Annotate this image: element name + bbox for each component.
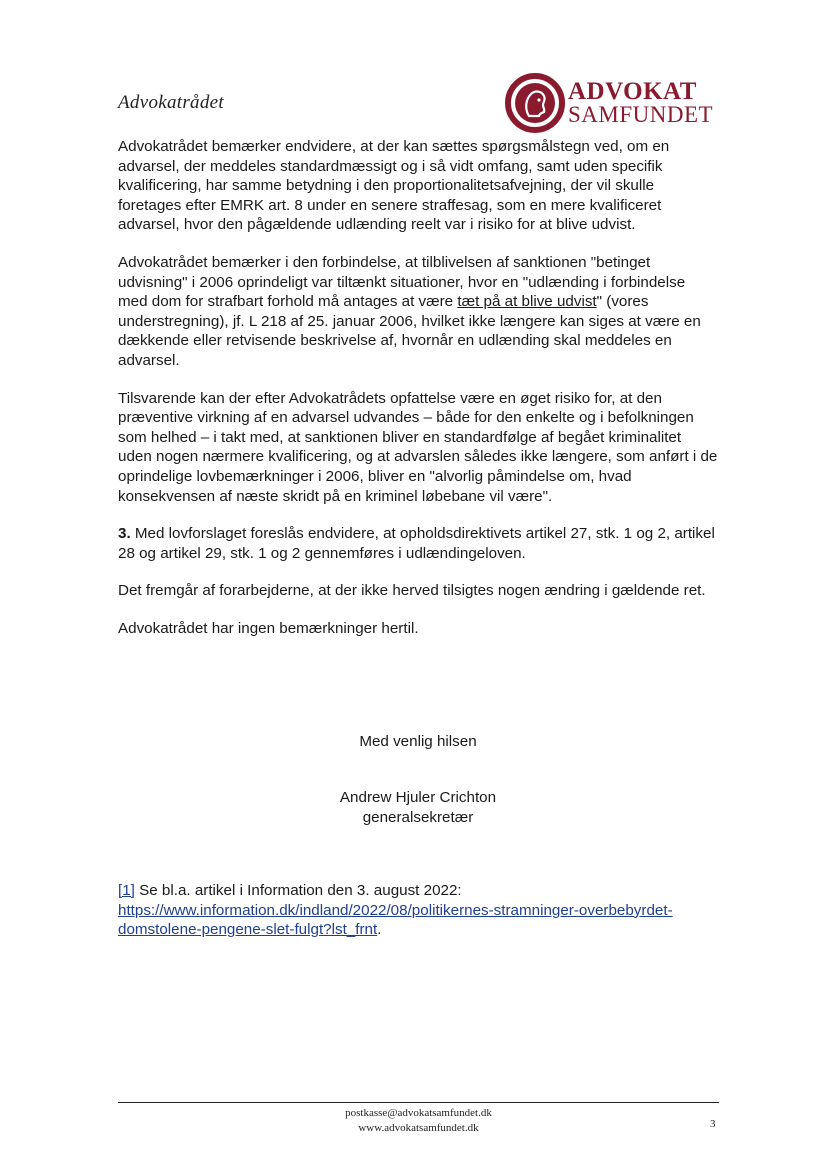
signer-name: Andrew Hjuler Crichton	[339, 789, 497, 806]
paragraph-4	[118, 524, 718, 563]
header-title: Advokatrådet	[118, 92, 224, 113]
signer-role: generalsekretær	[362, 808, 474, 826]
paragraph-1: Advokatrådet bemærker endvidere, at der kan sættes spørgsmålstegn ved, om en advarsel, der meddeles standardmæssigt og i så vidt omfang, samt uden specifik kvalificering, har samme betydning i den proportionalitetsafvejning, der vil skulle foretages efter EMRK art. 8 under en senere straffesag, som en mere kvalificeret advarsel, hvor den pågældende udlænding reelt var i risiko for at blive udvist.	[118, 138, 670, 234]
paragraph-2	[118, 253, 718, 371]
footnote-url-line-2[interactable]: domstolene-pengene-slet-fulgt?lst_frnt	[118, 921, 378, 939]
footer-website: www.advokatsamfundet.dk	[358, 1122, 479, 1134]
footnote-url-end: .	[377, 921, 382, 939]
letter-body	[118, 137, 718, 656]
paragraph-4-text: Med lovforslaget foreslås endvidere, at opholdsdirektivets artikel 27, stk. 1 og 2, artikel 28 og artikel 29, stk. 1 og 2 gennemføres i udlændingeloven.	[118, 525, 715, 562]
logo-word-samfundet: SAMFUNDET	[568, 102, 714, 127]
page-number: 3	[710, 1118, 716, 1130]
footer-email: postkasse@advokatsamfundet.dk	[345, 1107, 492, 1119]
paragraph-3: Tilsvarende kan der efter Advokatrådets opfattelse være en øget risiko for, at den præventive virkning af en advarsel udvandes – både for den enkelte og i befolkningen som helhed – i takt med, at sanktionen bliver en standardfølge af begået kriminalitet uden nogen nærmere kvalificering, og at advarslen således ikke længere, som anført i de oprindelige lovbemærkninger i 2006, bliver en "alvorlig påmindelse om, hvad konsekvensen af næste skridt på en kriminel løbebane vil være".	[118, 389, 718, 505]
logo-word-advokat: ADVOKAT	[568, 78, 697, 105]
paragraph-5: Det fremgår af forarbejderne, at der ikke herved tilsigtes nogen ændring i gældende ret.	[118, 582, 706, 600]
footnote-text: Se bl.a. artikel i Information den 3. august 2022:	[134, 882, 462, 899]
underlined-quote: tæt på at blive udvist	[457, 293, 597, 311]
footnote-url-line-1[interactable]: https://www.information.dk/indland/2022/08/politikernes-stramninger-overbebyrdet-	[118, 901, 673, 919]
footnote	[118, 881, 718, 940]
signature-block	[118, 788, 718, 827]
paragraph-2-part-a: Advokatrådet bemærker i den forbindelse, at tilblivelsen af sanktionen "betinget udvisning" i 2006 oprindeligt var tiltænkt situationer, hvor en "udlænding i forbindelse med dom for strafbart forhold må antages at være	[118, 253, 686, 311]
advokatsamfundet-logo	[505, 72, 720, 134]
closing-greeting: Med venlig hilsen	[359, 733, 477, 750]
footnote-ref-link[interactable]: [1]	[118, 882, 135, 899]
seal-icon	[505, 72, 565, 134]
footer-divider	[118, 1102, 719, 1103]
paragraph-6: Advokatrådet har ingen bemærkninger hertil.	[118, 619, 419, 637]
paragraph-2-part-b: " (vores understregning), jf. L 218 af 25. januar 2006, hvilket ikke længere kan siges at være en dækkende eller retvisende beskrivelse af, hvornår en udlænding skal meddeles en advarsel.	[118, 293, 701, 369]
footer	[118, 1106, 719, 1136]
section-number: 3.	[118, 525, 131, 543]
